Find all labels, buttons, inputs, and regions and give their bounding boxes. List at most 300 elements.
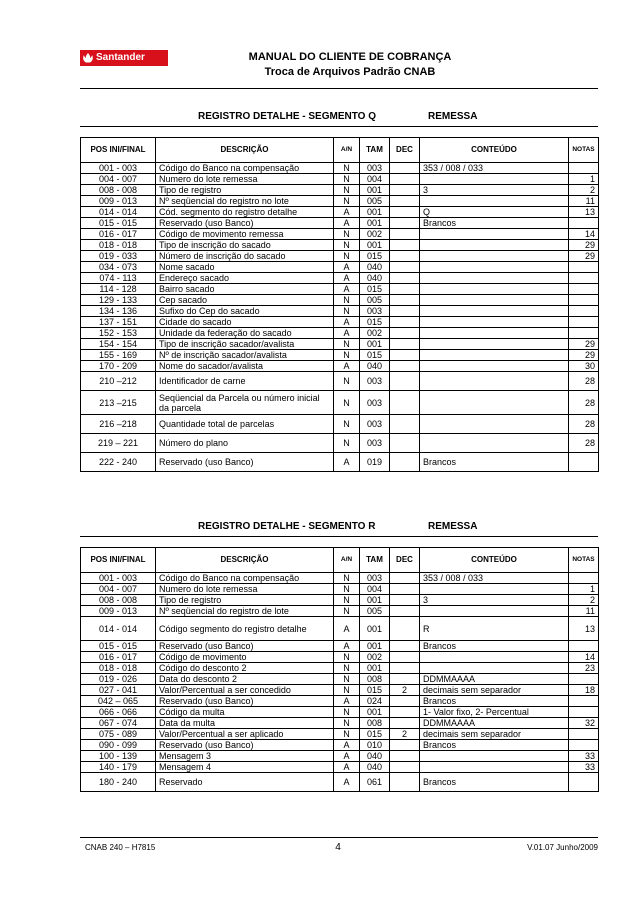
cell-conteudo [420,663,569,674]
cell-dec [390,674,420,685]
cell-tam: 001 [360,218,390,229]
table-row [81,306,599,317]
cell-pos: 100 - 139 [81,751,156,762]
cell-desc: Unidade da federação do sacado [156,328,334,339]
cell-conteudo: decimais sem separador [420,685,569,696]
cell-tam: 015 [360,350,390,361]
cell-conteudo: 1- Valor fixo, 2- Percentual [420,707,569,718]
cell-conteudo: decimais sem separador [420,729,569,740]
cell-tam: 001 [360,617,390,641]
cell-dec [390,751,420,762]
table-row [81,685,599,696]
cell-conteudo [420,251,569,262]
cell-dec [390,295,420,306]
cell-notas [569,295,599,306]
cell-an: N [334,685,360,696]
cell-dec [390,573,420,584]
cell-notas: 29 [569,251,599,262]
cell-an: N [334,663,360,674]
cell-an: A [334,740,360,751]
cell-pos: 075 - 089 [81,729,156,740]
cell-pos: 015 - 015 [81,641,156,652]
cell-conteudo: Brancos [420,696,569,707]
cell-pos: 009 - 013 [81,606,156,617]
cell-dec [390,317,420,328]
cell-dec [390,707,420,718]
cell-desc: Valor/Percentual a ser aplicado [156,729,334,740]
manual-subtitle: Troca de Arquivos Padrão CNAB [264,66,436,78]
cell-an: A [334,762,360,773]
cell-pos: 004 - 007 [81,584,156,595]
cell-an: A [334,273,360,284]
page-number: 4 [335,842,341,853]
cell-an: N [334,606,360,617]
table-row [81,718,599,729]
cell-dec: 2 [390,685,420,696]
cell-tam: 001 [360,641,390,652]
cell-an: N [334,573,360,584]
cell-pos: 222 - 240 [81,453,156,472]
cell-dec [390,372,420,391]
cell-tam: 040 [360,273,390,284]
table-row [81,652,599,663]
cell-pos: 034 - 073 [81,262,156,273]
cell-dec [390,453,420,472]
cell-notas: 18 [569,685,599,696]
cell-notas: 30 [569,361,599,372]
table-row [81,773,599,792]
cell-pos: 001 - 003 [81,573,156,584]
cell-notas: 14 [569,652,599,663]
cell-tam: 001 [360,663,390,674]
table-row [81,595,599,606]
table-row [81,751,599,762]
cell-conteudo [420,229,569,240]
cell-dec [390,328,420,339]
cell-dec [390,595,420,606]
table-row [81,262,599,273]
cell-an: N [334,584,360,595]
cell-conteudo: 353 / 008 / 033 [420,573,569,584]
cell-notas: 1 [569,174,599,185]
cell-tam: 015 [360,685,390,696]
cell-notas [569,317,599,328]
cell-pos: 170 - 209 [81,361,156,372]
cell-conteudo: DDMMAAAA [420,718,569,729]
col-pos: POS INI/FINAL [81,138,156,163]
cell-notas [569,696,599,707]
manual-title: MANUAL DO CLIENTE DE COBRANÇA [248,51,452,63]
cell-pos: 180 - 240 [81,773,156,792]
cell-conteudo [420,361,569,372]
col-conteudo: CONTEÚDO [420,138,569,163]
cell-tam: 015 [360,284,390,295]
cell-tam: 002 [360,652,390,663]
cell-an: N [334,229,360,240]
cell-notas [569,306,599,317]
cell-notas: 13 [569,617,599,641]
cell-conteudo [420,762,569,773]
col-tam: TAM [360,548,390,573]
table-row [81,573,599,584]
cell-tam: 005 [360,606,390,617]
cell-pos: 019 - 033 [81,251,156,262]
table-row [81,328,599,339]
cell-conteudo [420,174,569,185]
cell-pos: 137 - 151 [81,317,156,328]
cell-notas: 29 [569,350,599,361]
cell-tam: 005 [360,196,390,207]
cell-desc: Nº seqüencial do registro de lote [156,606,334,617]
cell-desc: Código segmento do registro detalhe [156,617,334,641]
cell-conteudo [420,339,569,350]
cell-desc: Quantidade total de parcelas [156,415,334,434]
cell-tam: 003 [360,306,390,317]
footer-version: V.01.07 Junho/2009 [527,843,598,852]
cell-an: A [334,773,360,792]
cell-notas: 28 [569,415,599,434]
cell-desc: Identificador de carne [156,372,334,391]
cell-an: N [334,391,360,415]
cell-desc: Reservado (uso Banco) [156,740,334,751]
cell-conteudo [420,295,569,306]
cell-pos: 213 –215 [81,391,156,415]
cell-notas [569,773,599,792]
cell-notas [569,573,599,584]
cell-dec [390,218,420,229]
cell-notas [569,641,599,652]
cell-dec [390,339,420,350]
cell-notas: 32 [569,718,599,729]
section-remessa: REMESSA [428,111,478,122]
cell-conteudo: 3 [420,595,569,606]
cell-dec [390,185,420,196]
cell-conteudo [420,372,569,391]
cell-desc: Data do desconto 2 [156,674,334,685]
cell-desc: Nº seqüencial do registro no lote [156,196,334,207]
cell-notas: 14 [569,229,599,240]
cell-an: A [334,207,360,218]
cell-desc: Reservado [156,773,334,792]
cell-tam: 040 [360,751,390,762]
cell-notas [569,262,599,273]
cell-pos: 152 - 153 [81,328,156,339]
cell-tam: 040 [360,262,390,273]
cell-tam: 003 [360,573,390,584]
cell-desc: Endereço sacado [156,273,334,284]
cell-tam: 001 [360,595,390,606]
cell-an: N [334,185,360,196]
cell-desc: Código da multa [156,707,334,718]
cell-dec [390,762,420,773]
cell-dec [390,434,420,453]
cell-tam: 008 [360,718,390,729]
cell-desc: Número do plano [156,434,334,453]
section-remessa: REMESSA [428,521,478,532]
cell-tam: 015 [360,317,390,328]
cell-desc: Reservado (uso Banco) [156,453,334,472]
cell-notas: 11 [569,196,599,207]
cell-tam: 003 [360,434,390,453]
cell-conteudo: Brancos [420,740,569,751]
cell-conteudo [420,328,569,339]
cell-an: N [334,718,360,729]
cell-tam: 003 [360,372,390,391]
cell-pos: 015 - 015 [81,218,156,229]
table-row [81,584,599,595]
table-row [81,415,599,434]
cell-pos: 019 - 026 [81,674,156,685]
cell-pos: 027 - 041 [81,685,156,696]
cell-notas [569,453,599,472]
cell-notas: 11 [569,606,599,617]
cell-pos: 210 –212 [81,372,156,391]
cell-pos: 067 - 074 [81,718,156,729]
section-divider [80,536,598,537]
table-header-row [81,548,599,573]
cell-dec [390,391,420,415]
flame-icon [80,50,96,66]
cell-dec [390,284,420,295]
cell-an: N [334,707,360,718]
cell-dec [390,361,420,372]
cell-an: N [334,339,360,350]
col-tam: TAM [360,138,390,163]
col-conteudo: CONTEÚDO [420,548,569,573]
cell-notas [569,729,599,740]
cell-an: A [334,284,360,295]
cell-dec [390,606,420,617]
section-divider [80,126,598,127]
cell-desc: Tipo de inscrição sacador/avalista [156,339,334,350]
cell-pos: 042 – 065 [81,696,156,707]
footer-doc-id: CNAB 240 – H7815 [85,843,156,852]
cell-dec [390,740,420,751]
cell-notas: 2 [569,185,599,196]
cell-pos: 140 - 179 [81,762,156,773]
cell-pos: 014 - 014 [81,617,156,641]
cell-an: N [334,595,360,606]
table-row [81,284,599,295]
cell-tam: 040 [360,762,390,773]
cell-conteudo [420,240,569,251]
cell-notas [569,218,599,229]
cell-desc: Reservado (uso Banco) [156,641,334,652]
table-row [81,740,599,751]
cell-dec [390,415,420,434]
table-row [81,229,599,240]
cell-an: A [334,617,360,641]
cell-tam: 001 [360,707,390,718]
table-row [81,185,599,196]
table-row [81,696,599,707]
cell-an: N [334,240,360,251]
cell-desc: Data da multa [156,718,334,729]
footer-divider [80,837,598,838]
cell-notas [569,163,599,174]
cell-dec [390,306,420,317]
cell-pos: 154 - 154 [81,339,156,350]
cell-dec [390,174,420,185]
table-header-row [81,138,599,163]
cell-dec [390,617,420,641]
cell-dec [390,196,420,207]
cell-pos: 004 - 007 [81,174,156,185]
table-row [81,196,599,207]
cell-pos: 134 - 136 [81,306,156,317]
cell-dec [390,584,420,595]
table-row [81,207,599,218]
cell-desc: Código de movimento remessa [156,229,334,240]
cell-desc: Mensagem 3 [156,751,334,762]
cell-desc: Cód. segmento do registro detalhe [156,207,334,218]
cell-dec: 2 [390,729,420,740]
cell-tam: 004 [360,174,390,185]
cell-an: N [334,415,360,434]
cell-desc: Cidade do sacado [156,317,334,328]
cell-pos: 009 - 013 [81,196,156,207]
cell-dec [390,350,420,361]
cell-desc: Código do Banco na compensação [156,573,334,584]
cell-dec [390,652,420,663]
cell-pos: 216 –218 [81,415,156,434]
santander-logo [80,50,168,66]
cell-conteudo [420,284,569,295]
cell-an: A [334,328,360,339]
cell-an: A [334,262,360,273]
cell-an: A [334,218,360,229]
cell-dec [390,163,420,174]
table-row [81,617,599,641]
cell-conteudo [420,415,569,434]
cell-dec [390,718,420,729]
table-row [81,707,599,718]
cell-tam: 015 [360,251,390,262]
cell-dec [390,641,420,652]
cell-an: A [334,641,360,652]
table-row [81,762,599,773]
cell-conteudo [420,350,569,361]
cell-notas: 28 [569,434,599,453]
cell-notas [569,707,599,718]
cell-tam: 019 [360,453,390,472]
col-desc: DESCRIÇÃO [156,138,334,163]
table-row [81,453,599,472]
cell-an: A [334,317,360,328]
cell-conteudo [420,391,569,415]
cell-pos: 219 – 221 [81,434,156,453]
cell-conteudo [420,652,569,663]
cell-an: N [334,196,360,207]
section-title: REGISTRO DETALHE - SEGMENTO Q [198,111,376,122]
cell-conteudo [420,196,569,207]
cell-tam: 003 [360,415,390,434]
cell-pos: 074 - 113 [81,273,156,284]
cell-conteudo [420,434,569,453]
table-row [81,372,599,391]
cell-conteudo: Brancos [420,641,569,652]
table-row [81,674,599,685]
table-row [81,218,599,229]
cell-desc: Numero do lote remessa [156,584,334,595]
cell-dec [390,229,420,240]
cell-dec [390,273,420,284]
cell-an: N [334,372,360,391]
cell-an: A [334,453,360,472]
cell-desc: Tipo de registro [156,595,334,606]
cell-notas: 33 [569,762,599,773]
table-row [81,295,599,306]
cell-dec [390,663,420,674]
cell-conteudo: Brancos [420,453,569,472]
cell-dec [390,696,420,707]
cell-tam: 010 [360,740,390,751]
table-row [81,606,599,617]
cell-tam: 015 [360,729,390,740]
cell-pos: 008 - 008 [81,595,156,606]
cell-tam: 004 [360,584,390,595]
cell-pos: 018 - 018 [81,663,156,674]
cell-conteudo [420,606,569,617]
cell-conteudo [420,317,569,328]
cell-an: N [334,163,360,174]
cell-tam: 002 [360,328,390,339]
cell-desc: Numero do lote remessa [156,174,334,185]
cell-desc: Seqüencial da Parcela ou número inicial da parcela [156,391,334,415]
cell-desc: Reservado (uso Banco) [156,218,334,229]
cell-desc: Sufixo do Cep do sacado [156,306,334,317]
cell-an: N [334,350,360,361]
cell-desc: Cep sacado [156,295,334,306]
cell-conteudo: 3 [420,185,569,196]
col-dec: DEC [390,548,420,573]
cell-notas [569,284,599,295]
cell-pos: 014 - 014 [81,207,156,218]
cell-notas: 1 [569,584,599,595]
cell-pos: 066 - 066 [81,707,156,718]
cell-pos: 016 - 017 [81,652,156,663]
cell-desc: Nome do sacador/avalista [156,361,334,372]
table-row [81,240,599,251]
cell-conteudo: Brancos [420,773,569,792]
cell-an: A [334,751,360,762]
cell-desc: Código do Banco na compensação [156,163,334,174]
cell-notas: 29 [569,240,599,251]
cell-an: N [334,174,360,185]
brand-name: Santander [96,52,145,63]
cell-desc: Bairro sacado [156,284,334,295]
cell-conteudo [420,273,569,284]
cell-an: N [334,674,360,685]
cell-notas [569,328,599,339]
cell-conteudo [420,262,569,273]
cell-dec [390,240,420,251]
cell-tam: 024 [360,696,390,707]
table-row [81,174,599,185]
cell-tam: 003 [360,391,390,415]
col-pos: POS INI/FINAL [81,548,156,573]
col-dec: DEC [390,138,420,163]
cell-pos: 114 - 128 [81,284,156,295]
cell-tam: 008 [360,674,390,685]
table-row [81,641,599,652]
cell-desc: Nº de inscrição sacador/avalista [156,350,334,361]
table-row [81,163,599,174]
cell-an: N [334,729,360,740]
col-notas: NOTAS [569,548,599,573]
cell-conteudo: Q [420,207,569,218]
cell-pos: 018 - 018 [81,240,156,251]
